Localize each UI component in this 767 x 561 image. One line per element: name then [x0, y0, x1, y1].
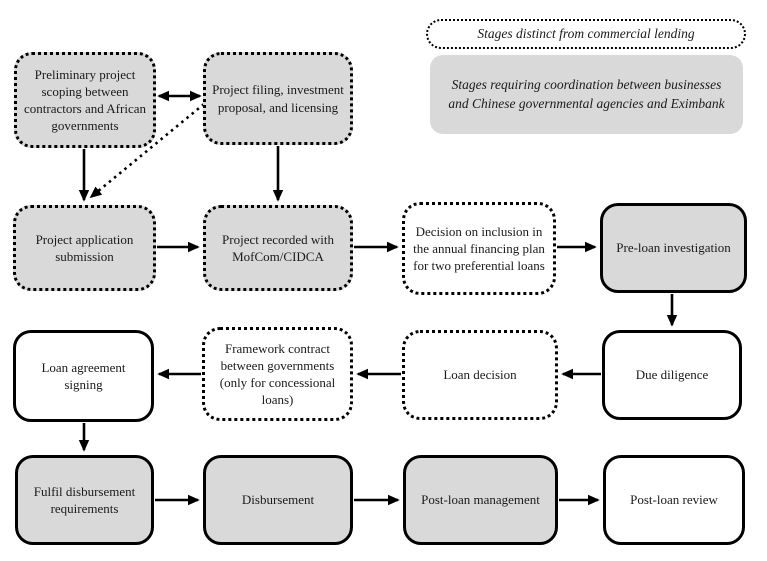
- node-project-application-submission: [13, 205, 156, 291]
- node-label: Disbursement: [241, 492, 315, 508]
- node-post-loan-management: [403, 455, 558, 545]
- node-label: Preliminary project scoping between contractors and African governments: [23, 66, 146, 134]
- node-label: Project application submission: [35, 231, 134, 264]
- node-label: Decision on inclusion in the annual financing plan for two preferential loans: [413, 223, 545, 274]
- legend-coordination-label: Stages requiring coordination between businesses and Chinese governmental agencies and Eximbank: [448, 76, 725, 111]
- node-loan-agreement-signing: [13, 330, 154, 422]
- node-label: Project filing, investment proposal, and licensing: [212, 82, 344, 115]
- node-label: Loan decision: [443, 367, 517, 383]
- legend-distinct-label: Stages distinct from commercial lending: [477, 26, 695, 41]
- legend-distinct-stages: [426, 19, 746, 49]
- node-label: Due diligence: [635, 367, 709, 383]
- node-label: Fulfil disbursement requirements: [33, 483, 136, 516]
- node-label: Framework contract between governments (only for concessional loans): [219, 340, 336, 408]
- node-project-filing: [203, 52, 353, 145]
- node-label: Pre-loan investigation: [616, 240, 731, 256]
- node-disbursement: [203, 455, 353, 545]
- legend-coordination-stages: [430, 55, 743, 134]
- node-post-loan-review: [603, 455, 745, 545]
- node-label: Loan agreement signing: [41, 359, 126, 392]
- node-label: Project recorded with MofCom/CIDCA: [222, 231, 334, 264]
- node-fulfil-disbursement-requirements: [15, 455, 154, 545]
- node-loan-decision: [402, 330, 558, 420]
- node-decision-annual-financing-plan: [402, 202, 556, 295]
- node-pre-loan-investigation: [600, 203, 747, 293]
- node-project-recorded-mofcom-cidca: [203, 205, 353, 291]
- node-preliminary-project-scoping: [14, 52, 156, 148]
- node-label: Post-loan management: [421, 492, 540, 508]
- node-label: Post-loan review: [630, 492, 718, 508]
- node-due-diligence: [602, 330, 742, 420]
- node-framework-contract: [202, 327, 353, 421]
